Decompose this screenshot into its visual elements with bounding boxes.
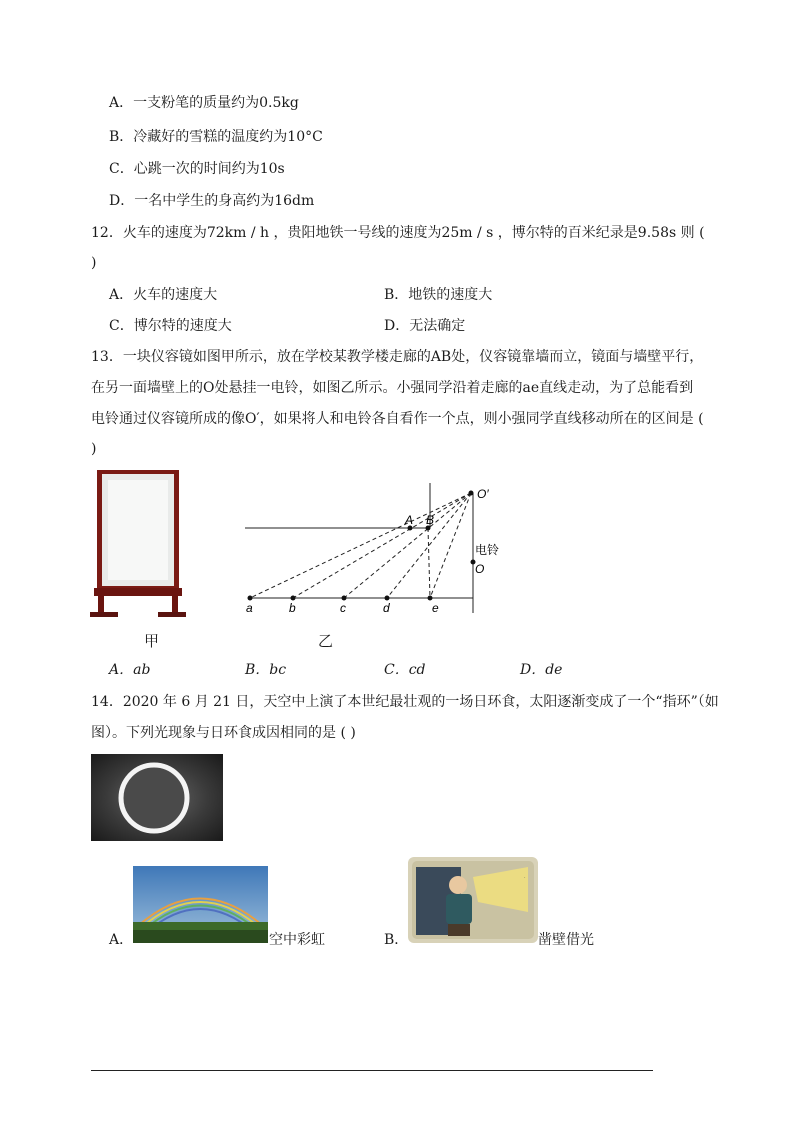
- q13-stem-line1: 13．一块仪容镜如图甲所示，放在学校某教学楼走廊的AB处，仪容镜靠墙而立，镜面与墙壁平行，: [91, 349, 704, 365]
- footer-divider: [91, 1070, 653, 1071]
- label-e: e: [432, 601, 439, 615]
- annular-eclipse-photo: [91, 754, 223, 841]
- q14-stem-line1: 14．2020 年 6 月 21 日，天空中上演了本世纪最壮观的一场日环食，太阳逐渐变成了一个“指环”（如: [91, 694, 719, 710]
- q12-stem-line1: 12．火车的速度为72km / h ，贵阳地铁一号线的速度为25m / s ，博尔特的百米纪录是9.58s 则 (: [91, 225, 705, 241]
- q12-option-a: A．火车的速度大: [109, 287, 218, 303]
- label-b: b: [289, 601, 296, 615]
- svg-text:·: ·: [524, 875, 526, 881]
- q14-option-a-caption: 空中彩虹: [269, 932, 325, 948]
- borrowing-light-illustration: [408, 857, 538, 943]
- label-a-upper: A: [405, 513, 414, 527]
- q11-option-d: D．一名中学生的身高约为16dm: [109, 193, 315, 209]
- q14-option-b-caption: 凿壁借光: [538, 932, 594, 948]
- q13-stem-line2: 在另一面墙壁上的O处悬挂一电铃，如图乙所示。小强同学沿着走廊的ae直线走动，为了总能看到: [91, 380, 694, 396]
- q13-stem-line3: 电铃通过仪容镜所成的像O′，如果将人和电铃各自看作一个点，则小强同学直线移动所在的区间是 (: [91, 411, 704, 427]
- q12-option-b: B．地铁的速度大: [384, 287, 493, 303]
- label-d: d: [383, 601, 390, 615]
- q12-option-c: C．博尔特的速度大: [109, 318, 232, 334]
- label-c: c: [340, 601, 346, 615]
- ray-diagram: [240, 478, 510, 618]
- vanity-mirror-image: [88, 468, 188, 618]
- label-bell: 电铃: [475, 543, 500, 557]
- q11-option-a: A．一支粉笔的质量约为0.5kg: [109, 95, 299, 111]
- q13-option-a: A．ab: [109, 662, 151, 678]
- point-b: [291, 596, 296, 601]
- point-a: [248, 596, 253, 601]
- label-o-prime: O′: [477, 487, 489, 501]
- q12-option-d: D．无法确定: [384, 318, 466, 334]
- figure-yi-caption: 乙: [318, 632, 334, 650]
- q13-stem-line4: ): [91, 441, 97, 457]
- point-o-prime: [469, 491, 474, 496]
- q13-option-b: B．bc: [245, 662, 287, 678]
- q13-option-c: C．cd: [384, 662, 426, 678]
- label-b-upper: B: [426, 513, 435, 527]
- label-a: a: [246, 601, 253, 615]
- q12-stem-line2: ): [91, 255, 97, 271]
- point-e: [428, 596, 433, 601]
- q14-option-a-label: A．: [109, 932, 134, 948]
- point-d: [385, 596, 390, 601]
- rainbow-photo: [133, 866, 268, 943]
- q14-stem-line2: 图）。下列光现象与日环食成因相同的是 ( ): [91, 725, 356, 741]
- q11-option-b: B．冷藏好的雪糕的温度约为10°C: [109, 129, 323, 145]
- label-o: O: [475, 562, 485, 576]
- q13-option-d: D．de: [520, 662, 563, 678]
- q14-option-b-label: B．: [384, 932, 409, 948]
- figure-jia-caption: 甲: [144, 632, 160, 650]
- point-c: [342, 596, 347, 601]
- q11-option-c: C．心跳一次的时间约为10s: [109, 161, 285, 177]
